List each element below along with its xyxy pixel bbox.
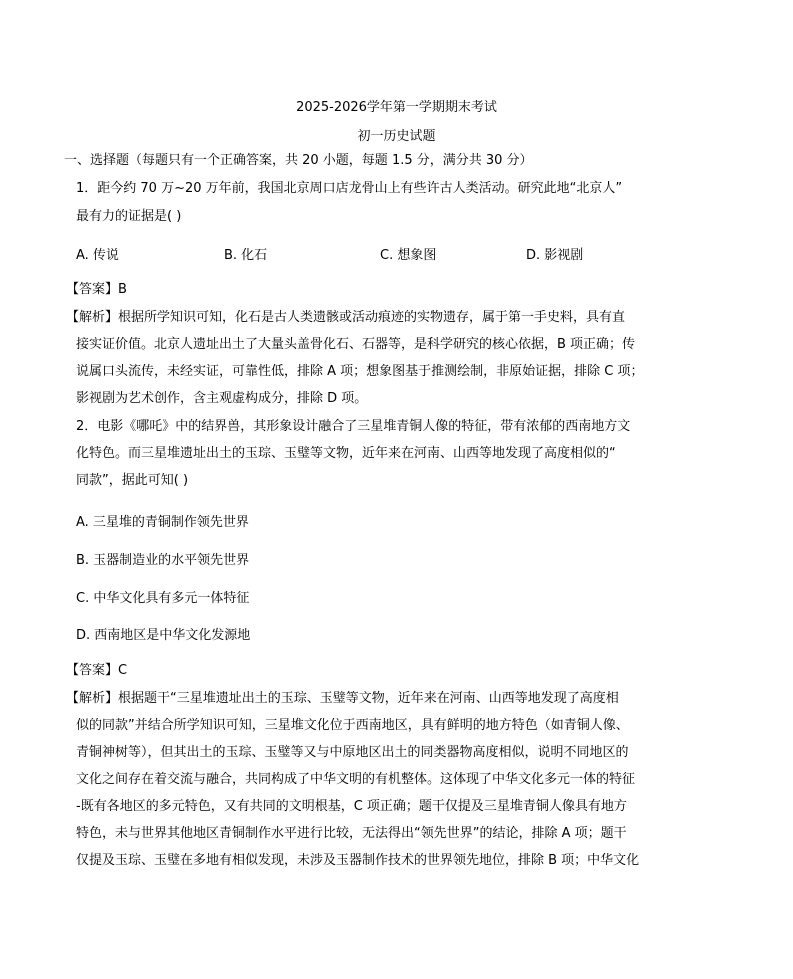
q1-answer: 【答案】B: [66, 282, 127, 297]
q1-analysis-line-3: 说属口头流传，未经实证，可靠性低，排除 A 项；想象图基于推测绘制，非原始证据，排除 C 项；: [76, 364, 644, 379]
q2-analysis-line-6: 特色，未与世界其他地区青铜制作水平进行比较，无法得出“领先世界”的结论，排除 A 项；题干: [76, 826, 627, 841]
q2-analysis-line-5: -既有各地区的多元特色，又有共同的文明根基，C 项正确；题干仅提及三星堆青铜人像具有地方: [76, 799, 627, 814]
q2-analysis-line-1: 【解析】根据题干“三星堆遗址出土的玉琮、玉璧等文物，近年来在河南、山西等地发现了高度相: [66, 691, 619, 706]
q2-option-d: D. 西南地区是中华文化发源地: [76, 628, 251, 643]
exam-subtitle: 初一历史试题: [357, 129, 436, 144]
q1-analysis-line-2: 接实证价值。北京人遗址出土了大量头盖骨化石、石器等，是科学研究的核心依据，B 项正确；传: [76, 337, 636, 352]
q1-analysis-line-1: 【解析】根据所学知识可知，化石是古人类遗骸或活动痕迹的实物遗存，属于第一手史料，具有直: [66, 310, 626, 325]
q2-analysis-line-3: 青铜神树等），但其出土的玉琮、玉璧等又与中原地区出土的同类器物高度相似，说明不同地区的: [76, 745, 629, 760]
q1-option-b: B. 化石: [224, 248, 268, 263]
q2-option-b: B. 玉器制造业的水平领先世界: [76, 553, 250, 568]
q2-option-a: A. 三星堆的青铜制作领先世界: [76, 515, 249, 530]
q2-stem-line-1: 2．电影《哪吒》中的结界兽，其形象设计融合了三星堆青铜人像的特征，带有浓郁的西南地方文: [76, 419, 631, 434]
q1-stem-line-1: 1．距今约 70 万~20 万年前，我国北京周口店龙骨山上有些许古人类活动。研究此地“北京人”: [76, 181, 623, 196]
exam-title: 2025-2026学年第一学期期末考试: [296, 100, 497, 115]
q2-stem-line-3: 同款”，据此可知( ): [76, 473, 189, 488]
q2-analysis-line-4: 文化之间存在着交流与融合，共同构成了中华文明的有机整体。这体现了中华文化多元一体的特征: [76, 772, 636, 787]
q1-analysis-line-4: 影视剧为艺术创作，含主观虚构成分，排除 D 项。: [76, 391, 368, 406]
q2-analysis-line-2: 似的同款”并结合所学知识可知，三星堆文化位于西南地区，具有鲜明的地方特色（如青铜人像、: [76, 718, 629, 733]
q1-option-c: C. 想象图: [380, 248, 437, 263]
q2-stem-line-2: 化特色。而三星堆遗址出土的玉琮、玉璧等文物，近年来在河南、山西等地发现了高度相似的“: [76, 446, 616, 461]
q1-stem-line-2: 最有力的证据是( ): [76, 209, 182, 224]
q1-option-a: A. 传说: [76, 248, 119, 263]
q1-option-d: D. 影视剧: [526, 248, 584, 263]
q2-analysis-line-7: 仅提及玉琮、玉璧在多地有相似发现，未涉及玉器制作技术的世界领先地位，排除 B 项；中华文化: [76, 853, 640, 868]
q2-option-c: C. 中华文化具有多元一体特征: [76, 591, 250, 606]
section-heading: 一、选择题（每题只有一个正确答案，共 20 小题，每题 1.5 分，满分共 30 分）: [64, 153, 533, 168]
q2-answer: 【答案】C: [66, 663, 128, 678]
